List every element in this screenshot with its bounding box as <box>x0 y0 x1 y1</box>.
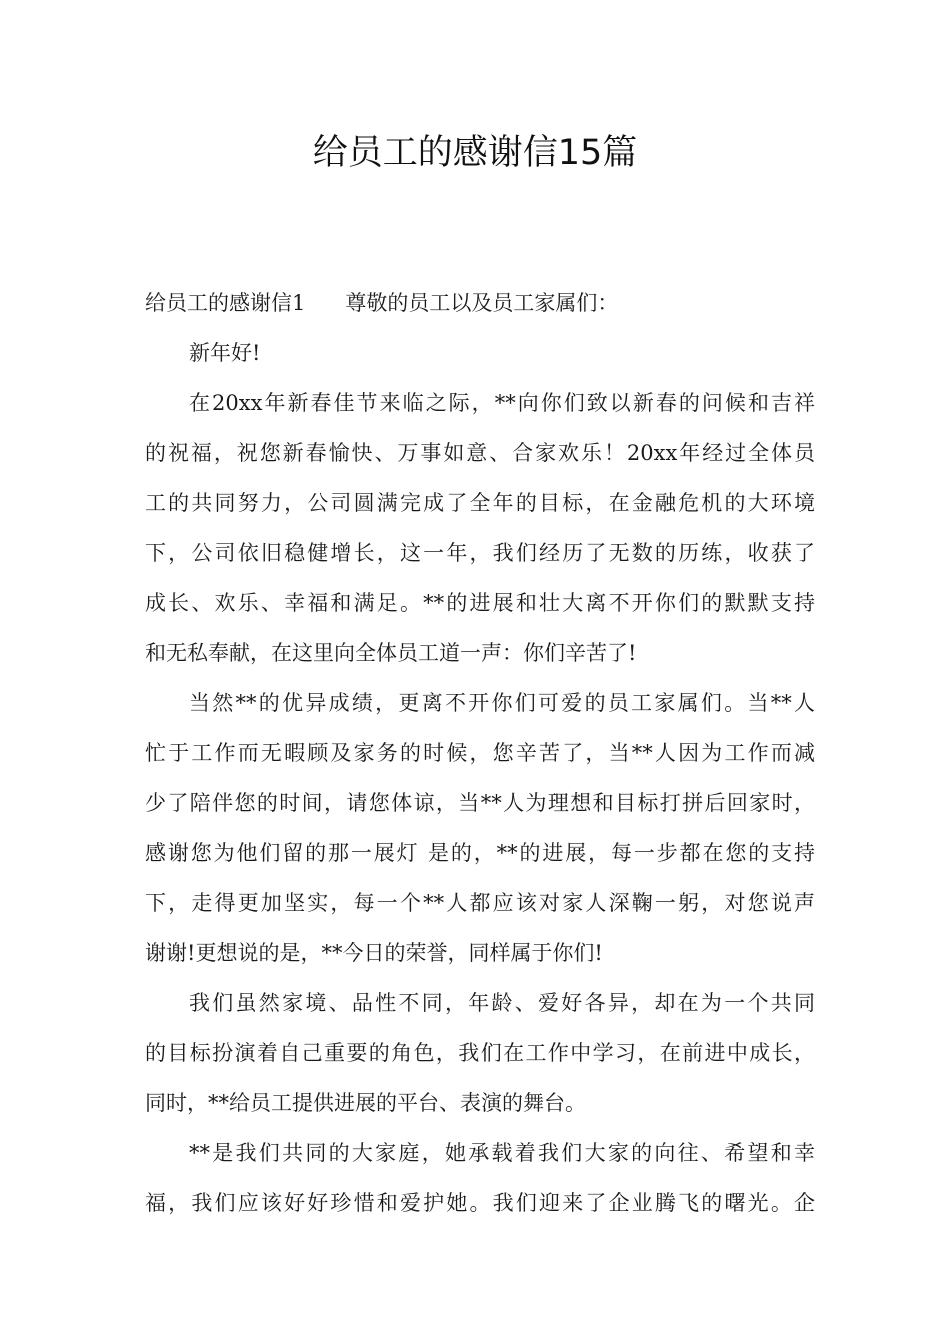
paragraph-line: 的祝福，祝您新春愉快、万事如意、合家欢乐！20xx年经过全体员 <box>145 441 815 465</box>
letter-salutation: 尊敬的员工以及员工家属们： <box>345 291 619 315</box>
letter-header-line <box>145 278 815 328</box>
paragraph-line: 同时，**给员工提供进展的平台、表演的舞台。 <box>145 1091 586 1115</box>
paragraph-line: 少了陪伴您的时间，请您体谅，当**人为理想和目标打拼后回家时， <box>145 791 815 815</box>
paragraph-line: **是我们共同的大家庭，她承载着我们大家的向往、希望和幸 <box>189 1141 815 1165</box>
document-title: 给员工的感谢信15篇 <box>312 133 638 173</box>
paragraph-line: 下，公司依旧稳健增长，这一年，我们经历了无数的历练，收获了 <box>145 541 815 565</box>
paragraph <box>145 1128 815 1228</box>
paragraph-line: 工的共同努力，公司圆满完成了全年的目标，在金融危机的大环境 <box>145 491 815 515</box>
paragraph <box>145 678 815 978</box>
paragraph-line: 当然**的优异成绩，更离不开你们可爱的员工家属们。当**人 <box>189 691 815 715</box>
paragraph-line: 忙于工作而无暇顾及家务的时候，您辛苦了，当**人因为工作而减 <box>145 741 815 765</box>
paragraph-line: 福，我们应该好好珍惜和爱护她。我们迎来了企业腾飞的曙光。企 <box>145 1191 815 1215</box>
paragraph-line: 下，走得更加坚实，每一个**人都应该对家人深鞠一躬，对您说声 <box>145 891 815 915</box>
paragraph-line: 我们虽然家境、品性不同，年龄、爱好各异，却在为一个共同 <box>189 991 815 1015</box>
paragraph <box>145 378 815 678</box>
paragraph-line: 谢谢!更想说的是，**今日的荣誉，同样属于你们! <box>145 941 603 965</box>
paragraph <box>145 978 815 1128</box>
paragraph-line: 在20xx年新春佳节来临之际，**向你们致以新春的问候和吉祥 <box>189 391 815 415</box>
letter-body <box>145 278 815 1228</box>
letter-greeting: 新年好! <box>189 341 261 365</box>
paragraph-line: 和无私奉献，在这里向全体员工道一声：你们辛苦了! <box>145 641 637 665</box>
paragraph-line: 成长、欢乐、幸福和满足。**的进展和壮大离不开你们的默默支持 <box>145 591 815 615</box>
paragraph-line: 感谢您为他们留的那一展灯 是的，**的进展，每一步都在您的支持 <box>145 841 815 865</box>
letter-heading: 给员工的感谢信1 <box>145 291 306 315</box>
paragraph-line: 的目标扮演着自己重要的角色，我们在工作中学习，在前进中成长， <box>145 1041 815 1065</box>
